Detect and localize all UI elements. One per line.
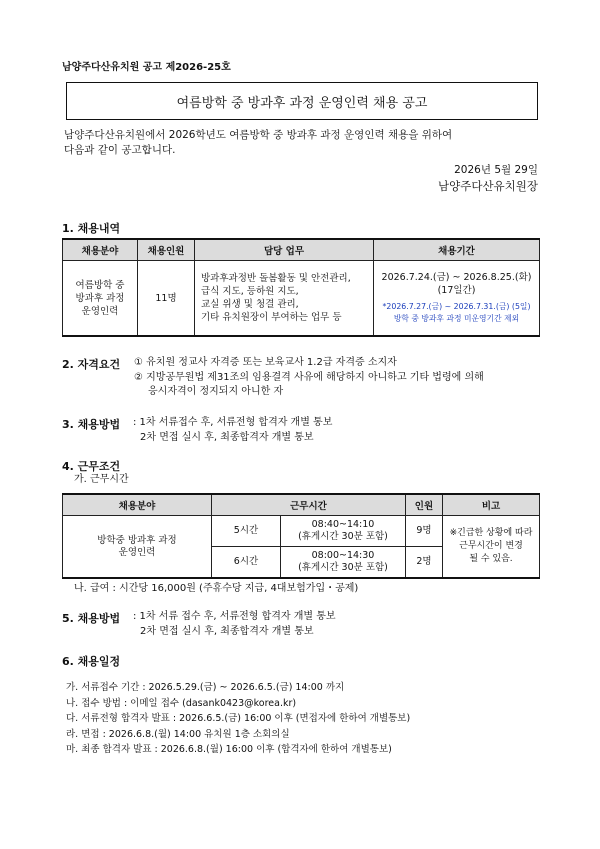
method-line: : 1차 서류 접수 후, 서류전형 합격자 개별 통보 xyxy=(133,611,336,622)
table-header: 근무시간 xyxy=(212,494,406,516)
count-cell: 2명 xyxy=(405,547,442,579)
list-item: 마. 최종 합격자 발표 : 2026.6.8.(월) 16:00 이후 (합격자에 한하여 개별통보) xyxy=(66,744,392,755)
list-item: 가. 서류접수 기간 : 2026.5.29.(금) ~ 2026.6.5.(금) 14:00 까지 xyxy=(66,682,345,693)
table-header: 담당 업무 xyxy=(195,239,374,261)
list-item: 다. 서류전형 합격자 발표 : 2026.6.5.(금) 16:00 이후 (면접자에 한하여 개별통보) xyxy=(66,713,411,724)
title-box xyxy=(66,82,538,120)
field-cell xyxy=(63,516,212,579)
table-header: 비고 xyxy=(442,494,539,516)
section-heading: 5. 채용방법 xyxy=(62,612,121,625)
cell-line: 근무시간이 변경 xyxy=(459,541,523,551)
count-cell: 11명 xyxy=(138,261,195,337)
principal-signature: 남양주다산유치원장 xyxy=(438,179,538,193)
salary-line: 나. 급여 : 시간당 16,000원 (주휴수당 지급, 4대보험가입・공제) xyxy=(74,583,359,594)
cell-line: 여름방학 중 xyxy=(75,279,125,291)
list-item: 라. 면접 : 2026.6.8.(월) 14:00 유치원 1층 소회의실 xyxy=(66,728,290,740)
cell-line: (휴게시간 30분 포함) xyxy=(298,531,388,542)
intro-text xyxy=(64,128,544,158)
table-header: 채용인원 xyxy=(138,239,195,261)
cell-line: 교실 위생 및 청결 관리, xyxy=(201,299,299,310)
cell-line: 2026.7.24.(금) ~ 2026.8.25.(화) xyxy=(381,272,532,283)
method-line: 2차 면접 실시 후, 최종합격자 개별 통보 xyxy=(140,626,314,637)
section-heading: 6. 채용일정 xyxy=(62,655,121,668)
qualification-1: ① 유치원 정교사 자격증 또는 보육교사 1.2급 자격증 소지자 xyxy=(134,357,397,368)
cell-line: 기타 유치원장이 부여하는 업무 등 xyxy=(201,312,342,323)
section-heading: 2. 자격요건 xyxy=(62,358,121,371)
count-cell: 9명 xyxy=(405,516,442,547)
notice-number: 남양주다산유치원 공고 제2026-25호 xyxy=(62,62,231,73)
table-row xyxy=(63,261,540,337)
list-item: 나. 접수 방법 : 이메일 접수 (dasank0423@korea.kr) xyxy=(66,697,297,709)
period-note: 방학 중 방과후 과정 미운영기간 제외 xyxy=(393,314,520,323)
cell-line: 급식 지도, 등하원 지도, xyxy=(201,286,299,297)
sub-heading: 가. 근무시간 xyxy=(74,474,129,485)
duties-cell xyxy=(195,261,374,337)
cell-line: (17일간) xyxy=(437,285,476,296)
time-cell xyxy=(281,516,406,547)
table-row xyxy=(63,516,540,547)
recruitment-table xyxy=(62,238,540,337)
cell-line: 방학중 방과후 과정 xyxy=(97,534,177,546)
work-hours-table xyxy=(62,493,540,579)
cell-line: (휴게시간 30분 포함) xyxy=(298,562,388,573)
table-header: 인원 xyxy=(405,494,442,516)
cell-line: 될 수 있음. xyxy=(469,554,513,564)
cell-line: 방과후과정반 돌봄활동 및 안전관리, xyxy=(201,273,351,284)
period-note: *2026.7.27.(금) ~ 2026.7.31.(금) (5일) xyxy=(382,302,531,311)
intro-line: 다음과 같이 공고합니다. xyxy=(64,144,176,156)
cell-line: 방과후 과정 xyxy=(75,292,125,304)
cell-line: ※긴급한 상황에 따라 xyxy=(449,528,533,538)
cell-line: 운영인력 xyxy=(81,305,119,317)
schedule-list xyxy=(66,680,410,758)
section-heading: 1. 채용내역 xyxy=(62,222,121,235)
qualification-2b: 응시자격이 정지되지 아니한 자 xyxy=(148,386,284,397)
qualification-2: ② 지방공무원법 제31조의 임용결격 사유에 해당하지 아니하고 기타 법령에 의해 xyxy=(134,372,484,383)
cell-line: 운영인력 xyxy=(118,546,156,558)
time-cell xyxy=(281,547,406,579)
page-title: 여름방학 중 방과후 과정 운영인력 채용 공고 xyxy=(176,95,428,111)
notice-date: 2026년 5월 29일 xyxy=(454,164,538,176)
method-line: 2차 면접 실시 후, 최종합격자 개별 통보 xyxy=(140,432,314,443)
intro-line: 남양주다산유치원에서 2026학년도 여름방학 중 방과후 과정 운영인력 채용을 위하여 xyxy=(64,129,453,141)
hours-label: 5시간 xyxy=(212,516,281,547)
cell-line: 08:40~14:10 xyxy=(311,519,375,530)
hours-label: 6시간 xyxy=(212,547,281,579)
section-heading: 4. 근무조건 xyxy=(62,460,121,473)
cell-line: 08:00~14:30 xyxy=(311,550,375,561)
field-cell xyxy=(63,261,138,337)
table-header: 채용기간 xyxy=(374,239,540,261)
method-line: : 1차 서류접수 후, 서류전형 합격자 개별 통보 xyxy=(133,417,333,428)
note-cell xyxy=(442,516,539,579)
period-cell xyxy=(374,261,540,337)
section-heading: 3. 채용방법 xyxy=(62,418,121,431)
table-header: 채용분야 xyxy=(63,494,212,516)
table-header: 채용분야 xyxy=(63,239,138,261)
